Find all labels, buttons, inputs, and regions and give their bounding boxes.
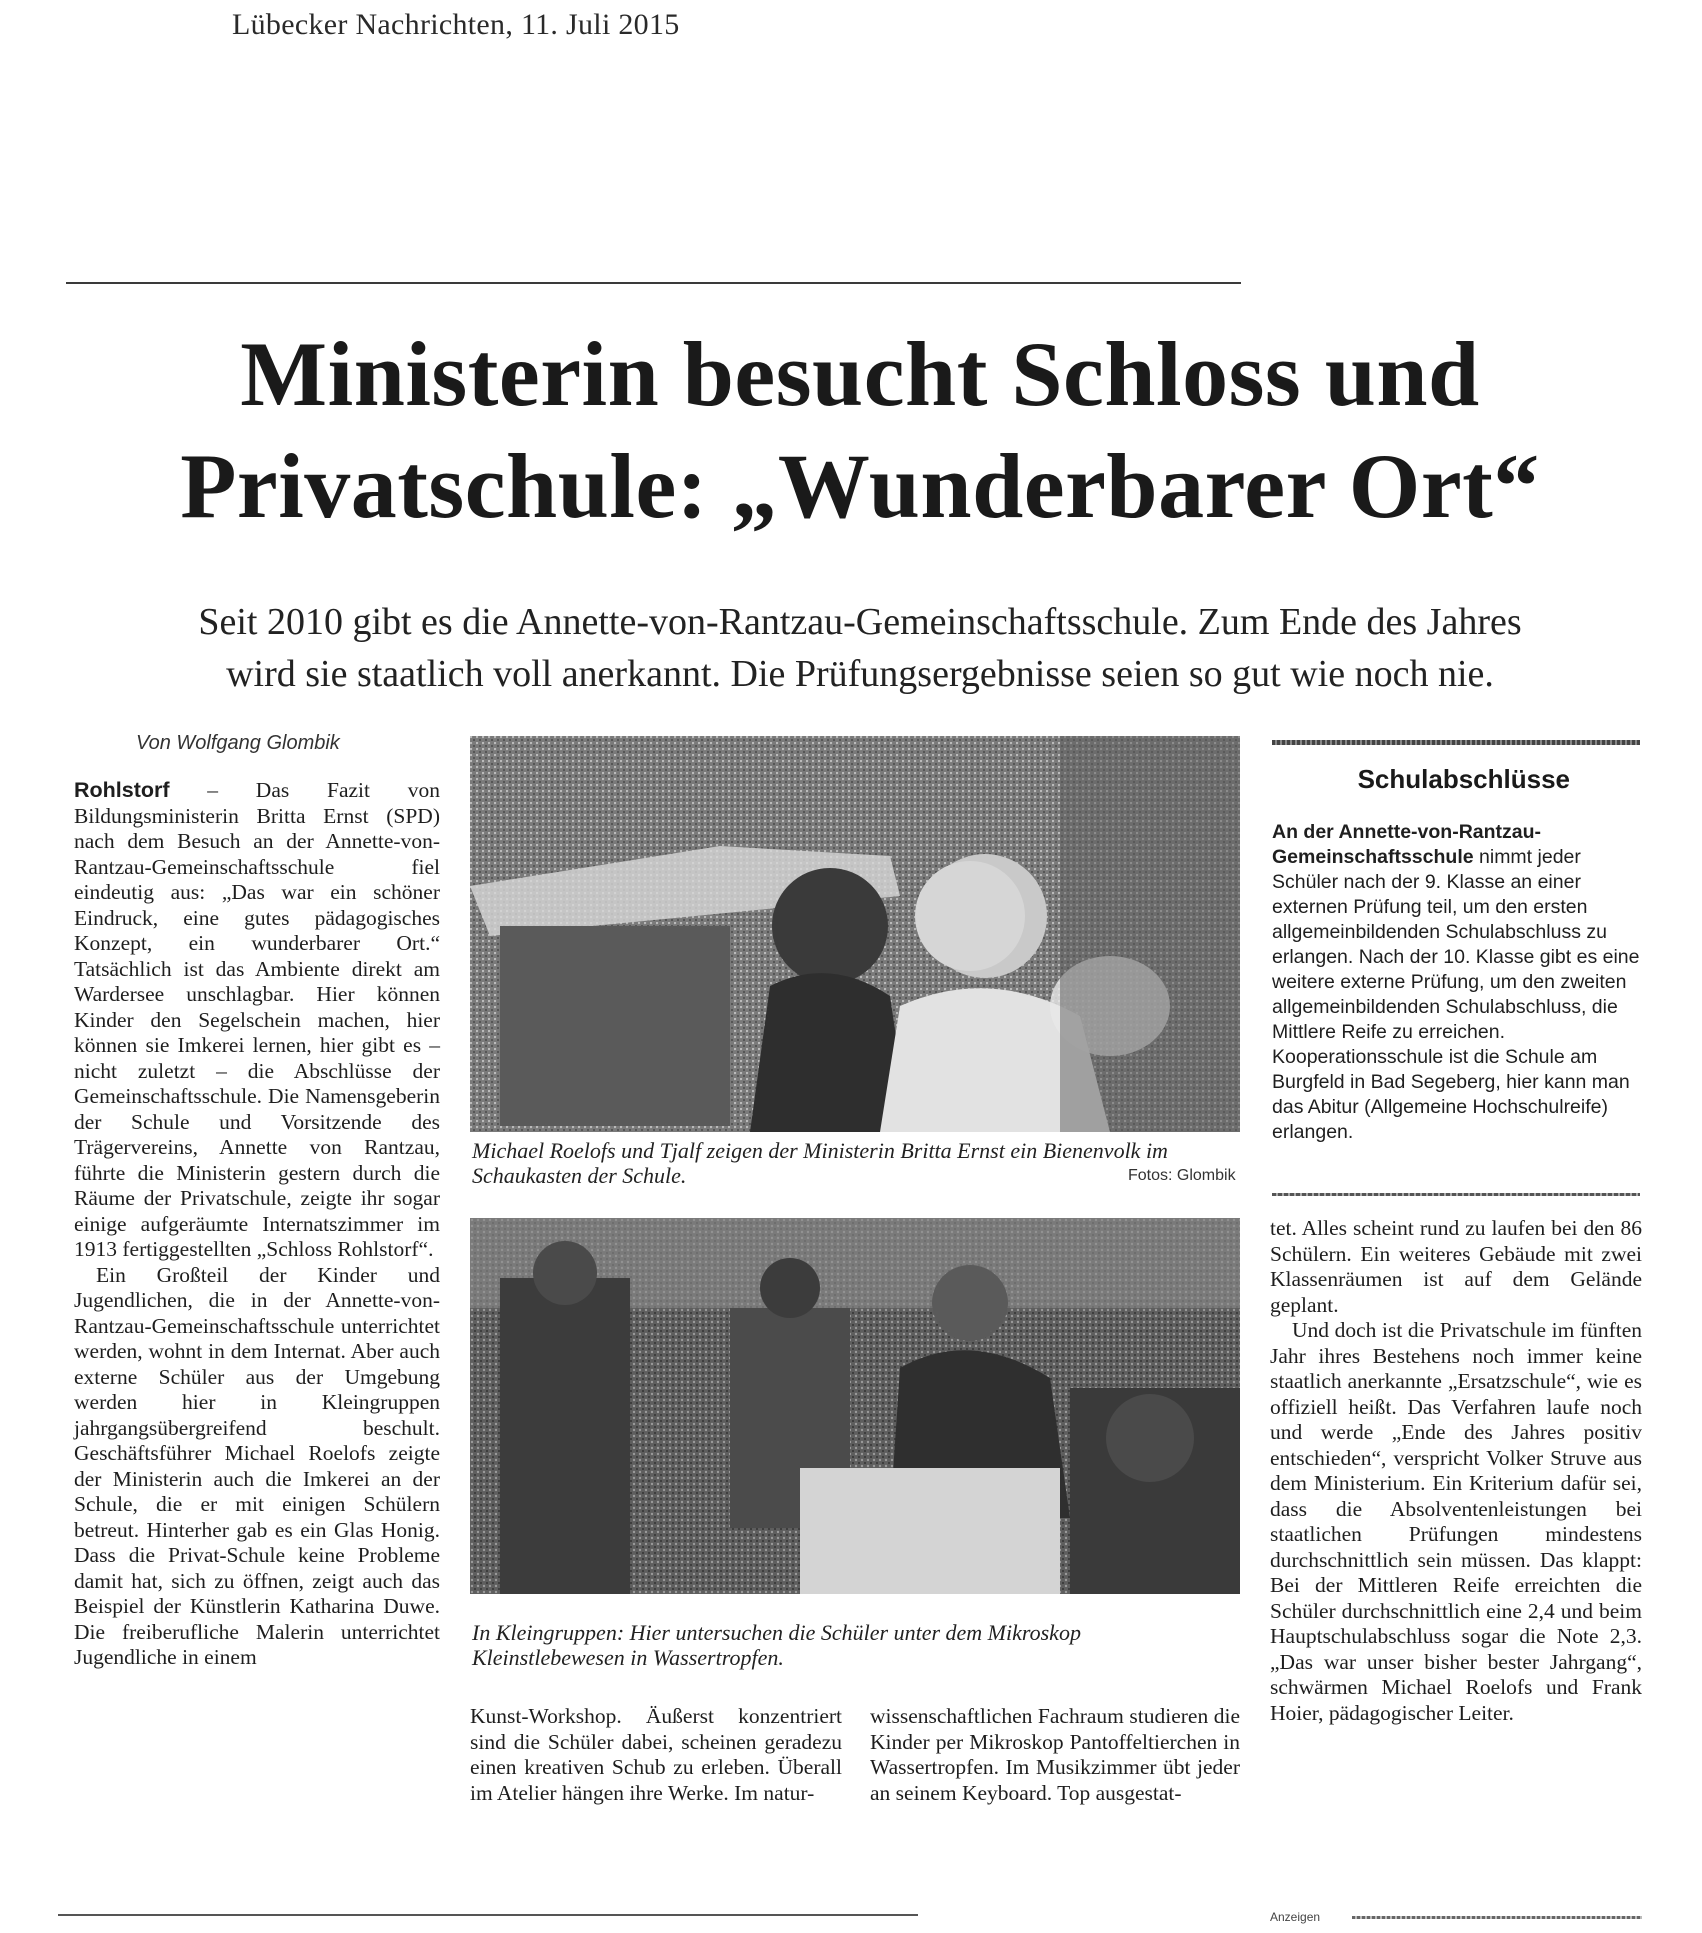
subheadline-line-1: Seit 2010 gibt es die Annette-von-Rantzau-Gemeinschaftsschule. Zum Ende des Jahres <box>198 601 1522 643</box>
subheadline <box>60 596 1660 700</box>
photo-microscope-caption: In Kleingruppen: Hier untersuchen die Schüler unter dem Mikroskop Kleinstlebewesen in Wassertropfen. <box>472 1620 1081 1670</box>
headline-line-2: Privatschule: „Wunderbarer Ort“ <box>180 435 1540 537</box>
ad-rule <box>1352 1916 1642 1919</box>
photo-microscope <box>470 1218 1240 1594</box>
photo-beehive-image <box>470 736 1240 1132</box>
subheadline-line-2: wird sie staatlich voll anerkannt. Die Prüfungsergebnisse seien so gut wie noch nie. <box>226 653 1494 695</box>
photo-beehive-caption: Michael Roelofs und Tjalf zeigen der Ministerin Britta Ernst ein Bienenvolk im Schaukasten der Schule. <box>472 1138 1168 1188</box>
photo-microscope-image <box>470 1218 1240 1594</box>
top-rule <box>66 282 1241 284</box>
sidebar-body <box>1272 820 1642 1145</box>
photo-credit: Fotos: Glombik <box>1128 1167 1236 1184</box>
sidebar-title: Schulabschlüsse <box>1357 764 1570 794</box>
ad-label: Anzeigen <box>1270 1910 1321 1924</box>
bottom-rule <box>58 1914 918 1916</box>
headline-line-1: Ministerin besucht Schloss und <box>240 323 1480 425</box>
paragraph: Kunst-Workshop. Äußerst konzentriert sind die Schüler dabei, scheinen geradezu einen kreativen Schub zu erleben. Überall im Atelier hängen ihre Werke. Im natur- <box>470 1704 842 1805</box>
article-column-4 <box>1270 1216 1642 1726</box>
paragraph: Ein Großteil der Kinder und Jugendlichen, die in der Annette-von-Rantzau-Gemeinschaftsschule unterrichtet werden, wohnt in dem Internat. Aber auch externe Schüler aus der Umgebung werden hier in Kleingruppen jahrgangsübergreifend beschult. Geschäftsführer Michael Roelofs zeigte der Ministerin auch die Imkerei an der Schule, die er mit einigen Schülern betreut. Hinterher gab es ein Glas Honig. Dass die Privat-Schule keine Probleme damit hat, sich zu öffnen, zeigt auch das Beispiel der Künstlerin Katharina Duwe. Die freiberufliche Malerin unterrichtet Jugendliche in einem <box>74 1262 440 1669</box>
headline <box>60 318 1660 542</box>
byline: Von Wolfgang Glombik <box>136 732 340 754</box>
photo-beehive <box>470 736 1240 1132</box>
article-column-1 <box>74 778 440 1671</box>
dateline: Rohlstorf <box>74 778 170 802</box>
paragraph <box>74 778 440 1263</box>
paragraph: Und doch ist die Privatschule im fünften Jahr ihres Bestehens noch immer keine staatlich anerkannte „Ersatzschule“, wie es offiziell heißt. Das Verfahren laufe noch und werde „Ende des Jahres positiv entschieden“, verspricht Volker Struve aus dem Ministerium. Ein Kriterium dafür sei, dass die Absolventenleistungen bei staatlichen Prüfungen mindestens durchschnittlich sein müssen. Das klappt: Bei der Mittleren Reife erreichten die Schüler durchschnittlich eine 2,4 und beim Hauptschulabschluss sogar die Note 2,3. „Das war unser bisher bester Jahrgang“, schwärmen Michael Roelofs und Frank Hoier, pädagogischer Leiter. <box>1270 1318 1642 1725</box>
sidebar-text: nimmt jeder Schüler nach der 9. Klasse an einer externen Prüfung teil, um den ersten allgemeinbildenden Schulabschluss zu erlangen. Nach der 10. Klasse gibt es eine weitere externe Prüfung, um den zweiten allgemeinbildenden Schulabschluss, die Mittlere Reife zu erreichen. Kooperationsschule ist die Schule am Burgfeld in Bad Segeberg, hier kann man das Abitur (Allgemeine Hochschulreife) erlangen. <box>1272 846 1640 1143</box>
paragraph: tet. Alles scheint rund zu laufen bei den 86 Schülern. Ein weiteres Gebäude mit zwei Klassenräumen ist auf dem Gelände geplant. <box>1270 1216 1642 1317</box>
sidebar-top-rule <box>1272 740 1640 745</box>
paragraph: wissenschaftlichen Fachraum studieren die Kinder per Mikroskop Pantoffeltierchen in Wassertropfen. Im Musikzimmer übt jeder an seinem Keyboard. Top ausgestat- <box>870 1704 1240 1805</box>
paragraph-text: – Das Fazit von Bildungsministerin Britta Ernst (SPD) nach dem Besuch an der Annette-von-Rantzau-Gemeinschaftsschule fiel eindeutig aus: „Das war ein schöner Eindruck, eine gutes pädagogisches Konzept, ein wunderbarer Ort.“ Tatsächlich ist das Ambiente direkt am Wardersee unschlagbar. Hier können Kinder den Segelschein machen, hier können sie Imkerei lernen, hier gibt es – nicht zuletzt – die Abschlüsse der Gemeinschaftsschule. Die Namensgeberin der Schule und Vorsitzende des Trägervereins, Annette von Rantzau, führte die Ministerin gestern durch die Räume der Privatschule, zeigte ihr sogar einige aufgeräumte Internatszimmer im 1913 fertiggestellten „Schloss Rohlstorf“. <box>74 778 440 1261</box>
newspaper-source-date: Lübecker Nachrichten, 11. Juli 2015 <box>232 8 680 41</box>
article-column-2 <box>470 1704 842 1806</box>
sidebar-lead: An der Annette-von-Rantzau-Gemeinschaftsschule <box>1272 821 1542 868</box>
sidebar-bottom-rule <box>1272 1193 1640 1196</box>
article-column-3 <box>870 1704 1240 1806</box>
